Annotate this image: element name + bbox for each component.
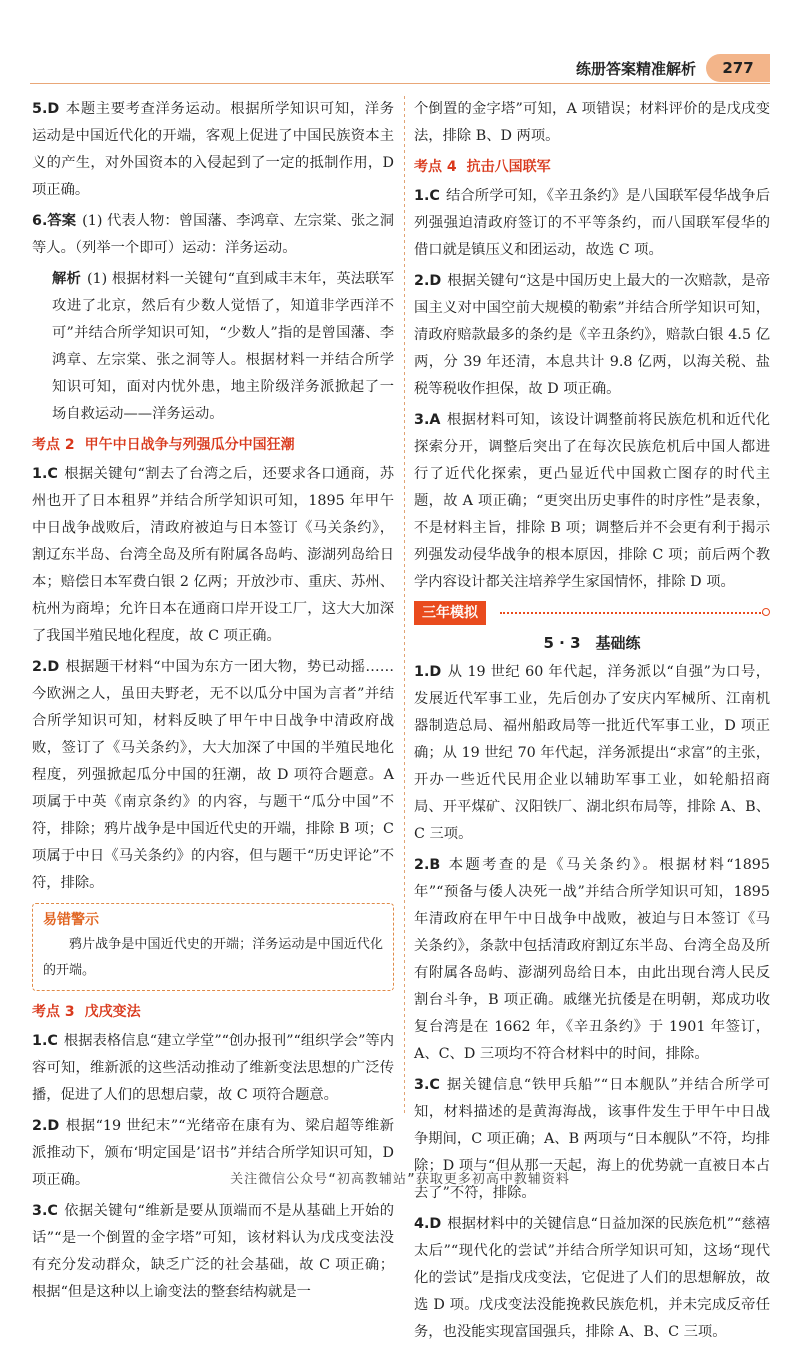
- answer-item: [32, 1028, 394, 1109]
- warning-text: 鸦片战争是中国近代史的开端；洋务运动是中国近代化的开端。: [43, 937, 383, 978]
- answer-text: (1) 代表人物：曾国藩、李鸿章、左宗棠、张之洞等人。（列举一个即可）运动：洋务运动。: [32, 213, 394, 256]
- answer-text: 本题主要考查洋务运动。根据所学知识可知，洋务运动是中国近代化的开端，客观上促进了中国民族资本主义的产生，对外国资本的入侵起到了一定的抵制作用，D 项正确。: [32, 101, 394, 198]
- topic-title: 戊戌变法: [84, 1004, 141, 1020]
- column-divider: [404, 96, 405, 1116]
- section-end-dot-icon: [762, 608, 770, 616]
- answer-text: 根据表格信息“建立学堂”“创办报刊”“组织学会”等内容可知，维新派的这些活动推动了维新变法思想的广泛传播，促进了人们的思想启蒙，故 C 项符合题意。: [32, 1033, 394, 1103]
- answer-text: 根据关键句“割去了台湾之后，还要求各口通商，苏州也开了日本租界”并结合所学知识可知，1895 年甲午中日战争战败后，清政府被迫与日本签订《马关条约》，割辽东半岛、台湾全岛及所有附属各岛屿、澎湖列岛给日本；赔偿日本军费白银 2 亿两；开放沙市、重庆、苏州、杭州为商埠；允许日本在通商口岸开设工厂，这大大加深了我国半殖民地化程度，故 C 项正确。: [32, 466, 394, 644]
- topic-heading: [414, 154, 770, 181]
- topic-label: 考点 3: [32, 1004, 75, 1020]
- answer-item: [414, 1211, 770, 1346]
- topic-title: 抗击八国联军: [466, 159, 551, 175]
- answer-number: 4.D: [414, 1216, 442, 1232]
- page-header: [0, 54, 800, 84]
- answer-item: [414, 183, 770, 264]
- answer-number: 3.A: [414, 412, 441, 428]
- answer-item: [414, 268, 770, 403]
- answer-item: [32, 96, 394, 204]
- answer-text: 本题考查的是《马关条约》。根据材料“1895 年”“预备与倭人决死一战”并结合所学知识可知，1895 年清政府在甲午中日战争中战败，被迫与日本签订《马关条约》，条款中包括清政府割辽东半岛、台湾全岛及所有附属各岛屿、澎湖列岛给日本，由此出现台湾人民反割台斗争，B 项正确。戚继光抗倭是在明朝，郑成功收复台湾是在 1662 年，《辛丑条约》于 1901 年签订，A、C、D 三项均不符合材料中的时间，排除。: [414, 857, 770, 1062]
- answer-text: 个倒置的金字塔”可知，A 项错误；材料评价的是戊戌变法，排除 B、D 两项。: [414, 101, 770, 144]
- answer-number: 2.D: [32, 1118, 60, 1134]
- analysis-text: (1) 根据材料一关键句“直到咸丰末年，英法联军攻进了北京，然后有少数人觉悟了，知道非学西洋不可”并结合所学知识可知，“少数人”指的是曾国藩、李鸿章、左宗棠、张之洞等人。根据材料一并结合所学知识可知，面对内忧外患，地主阶级洋务派掀起了一场自救运动——洋务运动。: [52, 271, 395, 422]
- answer-text: 根据关键句“这是中国历史上最大的一次赔款，是帝国主义对中国空前大规模的勒索”并结合所学知识可知，清政府赔款最多的条约是《辛丑条约》，赔款白银 4.5 亿两，分 39 年还清，本息共计 9.8 亿两，以海关税、盐税等税收作担保，故 D 项正确。: [414, 273, 770, 397]
- answer-continuation: [414, 96, 770, 150]
- answer-number: 1.C: [32, 1033, 58, 1049]
- left-column: [32, 96, 394, 1310]
- topic-heading: [32, 999, 394, 1026]
- answer-item: [414, 407, 770, 596]
- answer-text: 根据材料可知，该设计调整前将民族危机和近代化探索分开，调整后突出了在每次民族危机后中国人都进行了近代化探索，更凸显近代中国救亡图存的时代主题，故 A 项正确；“更突出历史事件的时序性”是表象，不是材料主旨，排除 B 项；调整后并不会更有利于揭示列强发动侵华战争的根本原因，排除 C 项；前后两个教学内容设计都关注培养学生家国情怀，排除 D 项。: [414, 412, 770, 590]
- answer-number: 2.B: [414, 857, 441, 873]
- answer-number: 1.C: [32, 466, 58, 482]
- answer-number: 3.C: [32, 1203, 58, 1219]
- footer-note: 关注微信公众号“初高教辅站”获取更多初高中教辅资料: [230, 1172, 570, 1187]
- section-heading: [414, 600, 770, 626]
- answer-number: 6.答案: [32, 213, 77, 229]
- answer-text: 根据“19 世纪末”“光绪帝在康有为、梁启超等维新派推动下，颁布‘明定国是’诏书”并结合所学知识可知，D 项正确。: [32, 1118, 394, 1188]
- section-tag: 三年模拟: [414, 601, 486, 625]
- answer-number: 1.C: [414, 188, 440, 204]
- subsection-title: 5 · 3 基础练: [543, 634, 641, 652]
- answer-item: [32, 208, 394, 262]
- common-mistake-box: [32, 903, 394, 991]
- answer-number: 2.D: [32, 659, 60, 675]
- answer-text: 结合所学可知，《辛丑条约》是八国联军侵华战争后列强强迫清政府签订的不平等条约，而八国联军侵华的借口就是镇压义和团运动，故选 C 项。: [414, 188, 770, 258]
- answer-number: 5.D: [32, 101, 60, 117]
- topic-label: 考点 4: [414, 159, 457, 175]
- analysis-label: 解析: [52, 271, 81, 287]
- answer-item: [414, 852, 770, 1068]
- header-rule: [30, 83, 770, 84]
- answer-item: [32, 654, 394, 897]
- answer-number: 2.D: [414, 273, 442, 289]
- answer-text: 根据材料中的关键信息“日益加深的民族危机”“慈禧太后”“现代化的尝试”并结合所学知识可知，这场“现代化的尝试”是指戊戌变法，它促进了人们的思想解放，故选 D 项。戊戌变法没能挽救民族危机，并未完成反帝任务，也没能实现富国强兵，排除 A、B、C 三项。: [414, 1216, 770, 1340]
- section-dotted-line: [500, 612, 764, 614]
- topic-label: 考点 2: [32, 437, 75, 453]
- header-title: 练册答案精准解析: [575, 60, 696, 78]
- answer-item: [414, 659, 770, 848]
- answer-text: 根据题干材料“中国为东方一团大物，势已动摇……今欧洲之人，虽田夫野老，无不以瓜分中国为言者”并结合所学知识可知，材料反映了甲午中日战争中清政府战败，签订了《马关条约》，大大加深了中国的半殖民地化程度，列强掀起瓜分中国的狂潮，故 D 项符合题意。A 项属于中英《南京条约》的内容，与题干“瓜分中国”不符，排除；鸦片战争是中国近代史的开端，排除 B 项；C 项属于中日《马关条约》的内容，但与题干“历史评论”不符，排除。: [32, 659, 394, 891]
- answer-text: 据关键信息“铁甲兵船”“日本舰队”并结合所学可知，材料描述的是黄海海战，该事件发生于甲午中日战争期间，C 项正确；A、B 两项与“日本舰队”不符，均排除；D 项与“但从那一天起，海上的优势就一直被日本占去了”不符，排除。: [414, 1077, 770, 1201]
- answer-text: 从 19 世纪 60 年代起，洋务派以“自强”为口号，发展近代军事工业，先后创办了安庆内军械所、江南机器制造总局、福州船政局等一批近代军事工业，D 项正确；从 19 世纪 70 年代起，洋务派提出“求富”的主张，开办一些近代民用企业以辅助军事工业，如轮船招商局、开平煤矿、汉阳铁厂、湖北织布局等，排除 A、B、C 三项。: [414, 664, 770, 842]
- answer-item: [32, 461, 394, 650]
- page-number-badge: 277: [706, 54, 770, 82]
- topic-title: 甲午中日战争与列强瓜分中国狂潮: [84, 437, 295, 453]
- warning-title: 易错警示: [43, 912, 99, 928]
- analysis-item: [32, 266, 394, 428]
- answer-text: 依据关键句“维新是要从顶端而不是从基础上开始的话”“是一个倒置的金字塔”可知，该材料认为戊戌变法没有充分发动群众，缺乏广泛的社会基础，故 C 项正确；根据“但是这种以上谕变法的整套结构就是一: [32, 1203, 394, 1300]
- topic-heading: [32, 432, 394, 459]
- answer-number: 1.D: [414, 664, 442, 680]
- answer-number: 3.C: [414, 1077, 440, 1093]
- right-column: [414, 96, 770, 1350]
- answer-item: [32, 1198, 394, 1306]
